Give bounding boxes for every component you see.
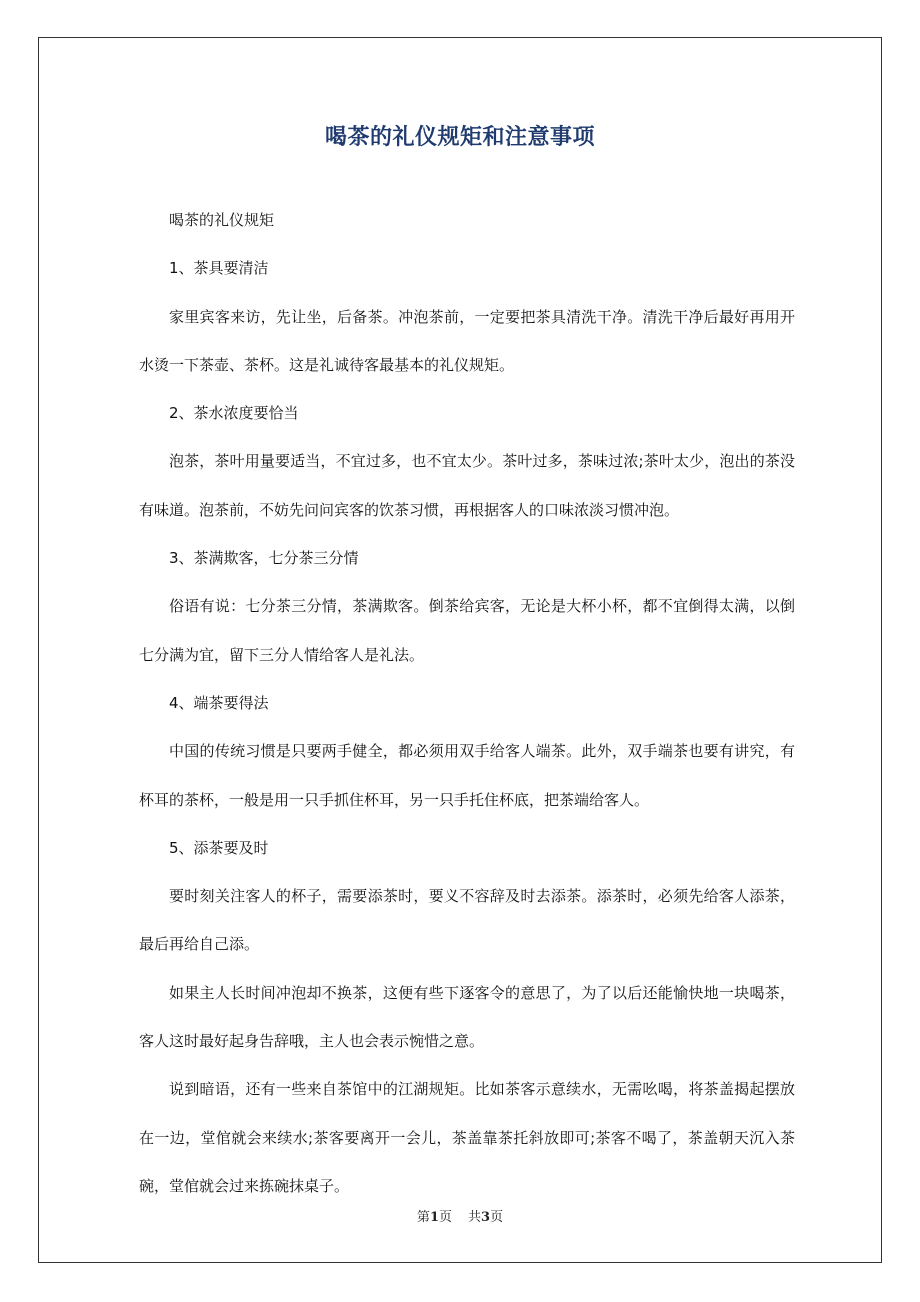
page-unit: 页 — [438, 1210, 452, 1225]
rule-heading-5: 5、添茶要及时 — [169, 838, 269, 857]
total-unit: 页 — [490, 1210, 504, 1225]
rule-paragraph-2: 泡茶，茶叶用量要适当，不宜过多，也不宜太少。茶叶过多，茶味过浓;茶叶太少，泡出的茶没有味道。泡茶前，不妨先问问宾客的饮茶习惯，再根据客人的口味浓淡习惯冲泡。 — [139, 452, 795, 519]
rule-paragraph-4: 中国的传统习惯是只要两手健全，都必须用双手给客人端茶。此外，双手端茶也要有讲究，有杯耳的茶杯，一般是用一只手抓住杯耳，另一只手托住杯底，把茶端给客人。 — [139, 742, 795, 809]
rule-paragraph-3: 俗语有说：七分茶三分情，茶满欺客。倒茶给宾客，无论是大杯小杯，都不宜倒得太满，以倒七分满为宜，留下三分人情给客人是礼法。 — [139, 597, 795, 664]
paragraph-host-hint: 如果主人长时间冲泡却不换茶，这便有些下逐客令的意思了，为了以后还能愉快地一块喝茶，客人这时最好起身告辞哦，主人也会表示惋惜之意。 — [139, 983, 795, 1051]
total-page-number: 3 — [481, 1210, 491, 1225]
rule-paragraph-5: 要时刻关注客人的杯子，需要添茶时，要义不容辞及时去添茶。添茶时，必须先给客人添茶，最后再给自己添。 — [139, 887, 795, 954]
section-heading-rules: 喝茶的礼仪规矩 — [169, 211, 275, 229]
page-prefix: 第 — [416, 1210, 430, 1225]
document-body — [139, 196, 795, 1210]
rule-heading-2: 2、茶水浓度要恰当 — [169, 404, 299, 423]
document-title: 喝茶的礼仪规矩和注意事项 — [324, 125, 595, 150]
rule-heading-1: 1、茶具要清洁 — [169, 259, 269, 278]
rule-heading-4: 4、端茶要得法 — [169, 693, 269, 712]
total-prefix: 共 — [468, 1210, 482, 1225]
rule-heading-3: 3、茶满欺客，七分茶三分情 — [169, 549, 359, 568]
page-footer — [0, 1206, 920, 1225]
paragraph-teahouse-signals: 说到暗语，还有一些来自茶馆中的江湖规矩。比如茶客示意续水，无需吆喝，将茶盖揭起摆放在一边，堂倌就会来续水;茶客要离开一会儿，茶盖靠茶托斜放即可;茶客不喝了，茶盖朝天沉入茶碗，堂倌就会过来拣碗抹桌子。 — [139, 1080, 795, 1195]
rule-paragraph-1: 家里宾客来访，先让坐，后备茶。冲泡茶前，一定要把茶具清洗干净。清洗干净后最好再用开水烫一下茶壶、茶杯。这是礼诚待客最基本的礼仪规矩。 — [139, 307, 795, 374]
current-page-number: 1 — [429, 1210, 439, 1225]
